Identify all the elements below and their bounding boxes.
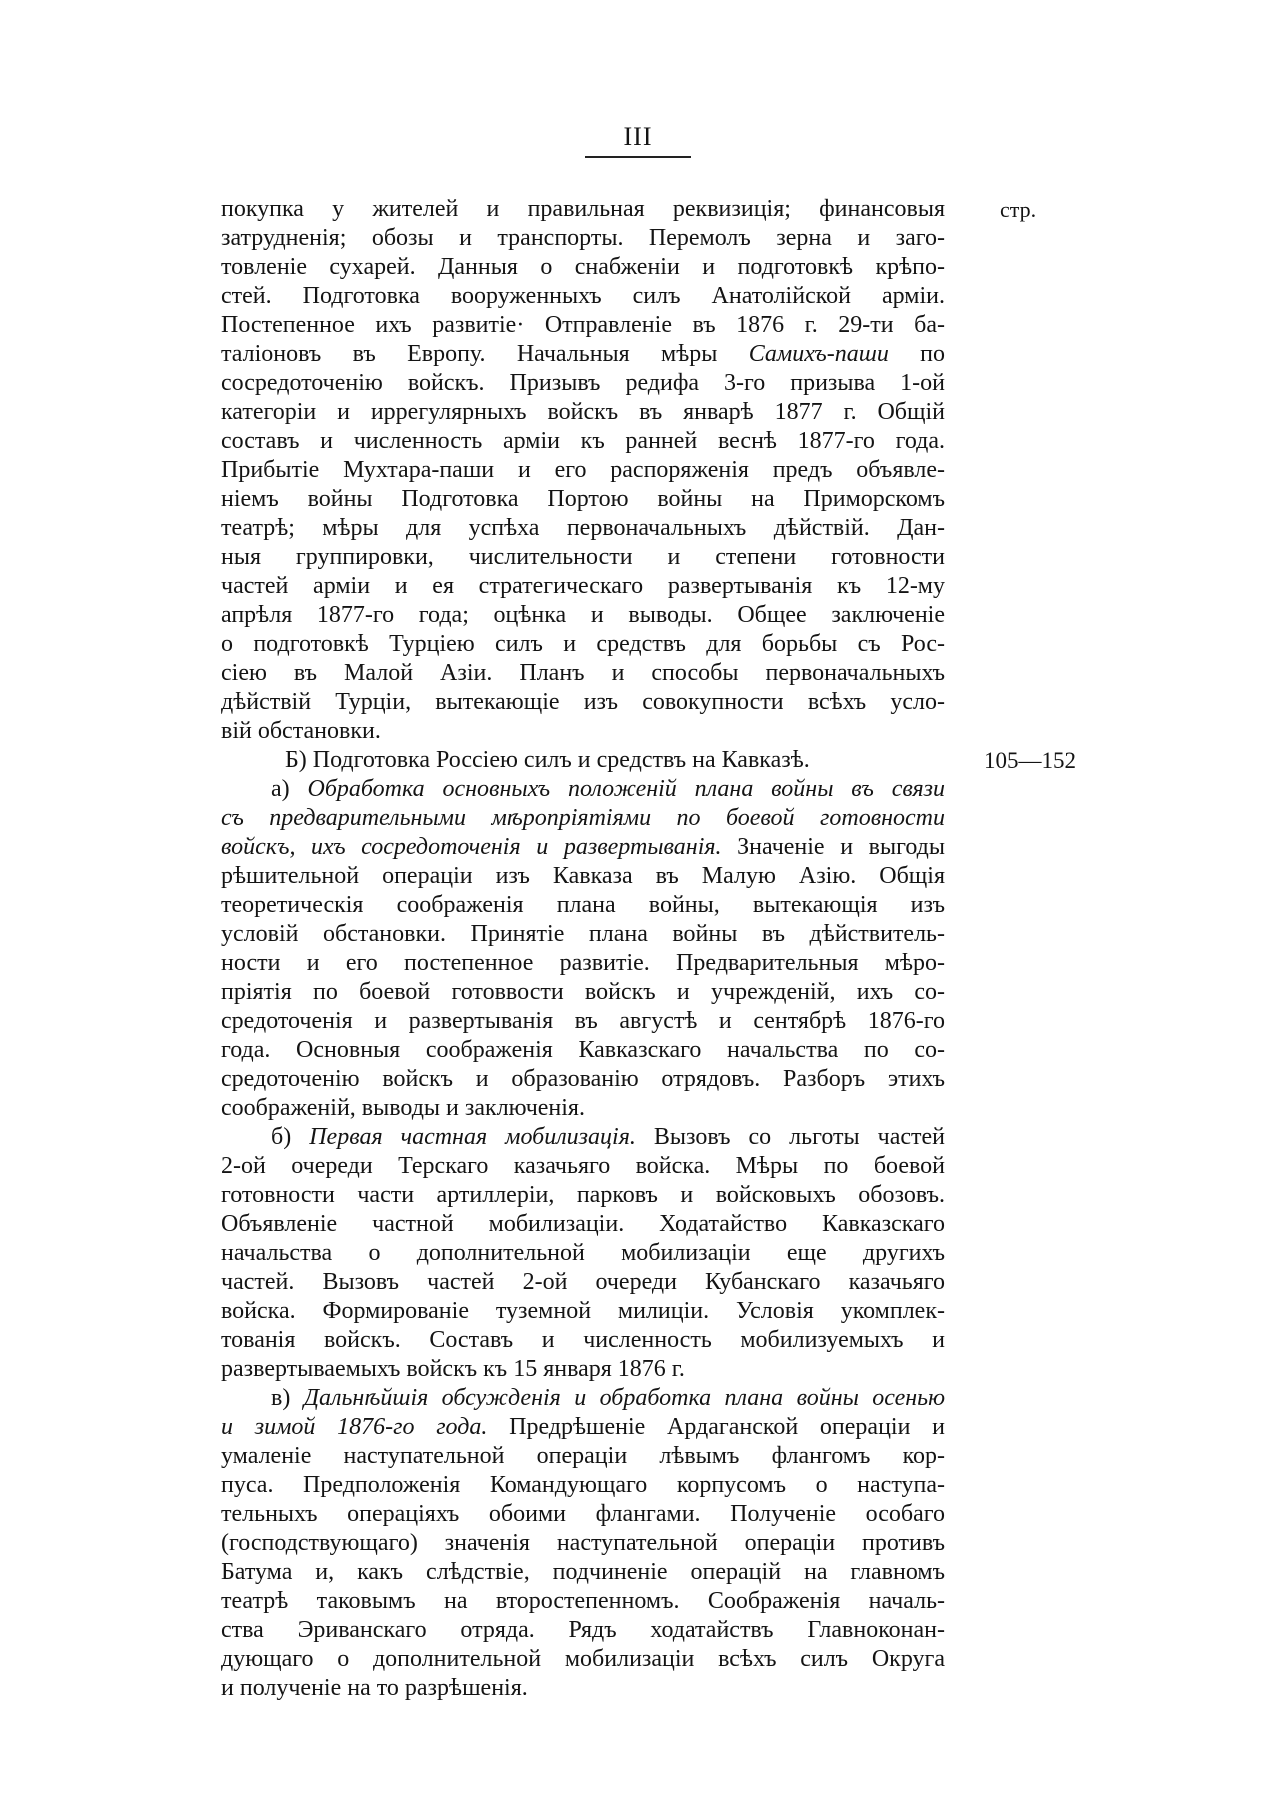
- body-text: стей. Подготовка вооруженныхъ силъ Анатолійской арміи.: [221, 283, 945, 309]
- body-text: тельныхъ операціяхъ обоими флангами. Полученіе особаго: [221, 1501, 945, 1527]
- body-text: средоточенія и развертыванія въ августѣ и сентябрѣ 1876-го: [221, 1008, 945, 1034]
- paragraph: [221, 1384, 945, 1703]
- text-line: [221, 543, 945, 572]
- body-text: умаленіе наступательной операціи лѣвымъ флангомъ кор-: [221, 1443, 945, 1469]
- text-line: [221, 1297, 945, 1326]
- body-text: о подготовкѣ Турціею силъ и средствъ для борьбы съ Рос-: [221, 631, 945, 657]
- text-line: [221, 717, 945, 746]
- text-line: [221, 1558, 945, 1587]
- text-line: [221, 456, 945, 485]
- text-line: [221, 340, 945, 369]
- body-text: 2-ой очереди Терскаго казачьяго войска. Мѣры по боевой: [221, 1153, 945, 1179]
- body-text: частей. Вызовъ частей 2-ой очереди Кубанскаго казачьяго: [221, 1269, 945, 1295]
- table-of-contents-body: [221, 195, 945, 1703]
- body-text: начальства о дополнительной мобилизаціи еще другихъ: [221, 1240, 945, 1266]
- text-line: [221, 311, 945, 340]
- body-text: Прибытіе Мухтара-паши и его распоряженія предъ объявле-: [221, 457, 945, 483]
- italic-heading-text: войскъ, ихъ сосредоточенія и развертыванія.: [221, 834, 722, 860]
- paragraph: [221, 775, 945, 1123]
- body-text: пріятія по боевой готоввости войскъ и учрежденій, ихъ со-: [221, 979, 945, 1005]
- body-text: Постепенное ихъ развитіе· Отправленіе въ 1876 г. 29-ти ба-: [221, 312, 945, 338]
- body-text: Батума и, какъ слѣдствіе, подчиненіе операцій на главномъ: [221, 1559, 945, 1585]
- text-line: [221, 1616, 945, 1645]
- body-text: в): [271, 1385, 304, 1411]
- body-text: апрѣля 1877-го года; оцѣнка и выводы. Общее заключеніе: [221, 602, 945, 628]
- body-text: дующаго о дополнительной мобилизаціи всѣхъ силъ Округа: [221, 1646, 945, 1672]
- text-line: [221, 1355, 945, 1384]
- body-text: театрѣ таковымъ на второстепенномъ. Соображенія началь-: [221, 1588, 945, 1614]
- body-text: Объявленіе частной мобилизаціи. Ходатайство Кавказскаго: [221, 1211, 945, 1237]
- text-line: [221, 1529, 945, 1558]
- italic-heading-text: Самихъ-паши: [748, 341, 889, 367]
- body-text: и полученіе на то разрѣшенія.: [221, 1675, 528, 1701]
- text-line: [221, 1413, 945, 1442]
- text-line: [221, 1442, 945, 1471]
- text-line: [221, 224, 945, 253]
- italic-heading-text: Обработка основныхъ положеній плана войны въ связи: [307, 776, 945, 802]
- text-line: [221, 920, 945, 949]
- body-text: Значеніе и выгоды: [721, 834, 945, 860]
- body-text: сосредоточенію войскъ. Призывъ редифа 3-го призыва 1-ой: [221, 370, 945, 396]
- body-text: условій обстановки. Принятіе плана войны въ дѣйствитель-: [221, 921, 945, 947]
- text-line: [221, 1674, 945, 1703]
- body-text: категоріи и иррегулярныхъ войскъ въ январѣ 1877 г. Общій: [221, 399, 945, 425]
- text-line: [221, 1094, 945, 1123]
- text-line: [221, 804, 945, 833]
- text-line: [221, 1471, 945, 1500]
- text-line: [221, 1500, 945, 1529]
- body-text: соображеній, выводы и заключенія.: [221, 1095, 585, 1121]
- text-line: [221, 978, 945, 1007]
- header-rule: [585, 156, 691, 158]
- body-text: частей арміи и ея стратегическаго развертыванія къ 12-му: [221, 573, 945, 599]
- text-line: [221, 862, 945, 891]
- margin-page-range-section-b: 105—152: [984, 748, 1076, 773]
- text-line: [221, 1587, 945, 1616]
- body-text: театрѣ; мѣры для успѣха первоначальныхъ дѣйствій. Дан-: [221, 515, 945, 541]
- text-line: [221, 1239, 945, 1268]
- text-line: [221, 688, 945, 717]
- text-line: [221, 1065, 945, 1094]
- italic-heading-text: Дальнѣйшія обсужденія и обработка плана войны осенью: [303, 1385, 946, 1411]
- text-line: [221, 833, 945, 862]
- text-line: [221, 572, 945, 601]
- paragraph: [221, 195, 945, 746]
- body-text: покупка у жителей и правильная реквизиція; финансовыя: [221, 196, 945, 222]
- body-text: Вызовъ со льготы частей: [635, 1124, 945, 1150]
- body-text: рѣшительной операціи изъ Кавказа въ Малую Азію. Общія: [221, 863, 945, 889]
- paragraph: [221, 746, 945, 775]
- body-text: таліоновъ въ Европу. Начальныя мѣры: [221, 341, 749, 367]
- text-line: [221, 369, 945, 398]
- body-text: Б) Подготовка Россіею силъ и средствъ на Кавказѣ.: [285, 747, 810, 773]
- body-text: б): [271, 1124, 310, 1150]
- text-line: [221, 1181, 945, 1210]
- paragraph: [221, 1123, 945, 1384]
- body-text: теоретическія соображенія плана войны, вытекающія изъ: [221, 892, 945, 918]
- page-number: III: [623, 122, 653, 151]
- italic-heading-text: и зимой 1876-го года.: [221, 1414, 488, 1440]
- italic-heading-text: Первая частная мобилизація.: [309, 1124, 636, 1150]
- text-line: [221, 1007, 945, 1036]
- body-text: вій обстановки.: [221, 718, 381, 744]
- text-line: [221, 630, 945, 659]
- text-line: [221, 775, 945, 804]
- body-text: средоточенію войскъ и образованію отрядовъ. Разборъ этихъ: [221, 1066, 945, 1092]
- text-line: [221, 253, 945, 282]
- body-text: ности и его постепенное развитіе. Предварительныя мѣро-: [221, 950, 945, 976]
- text-line: [221, 1123, 945, 1152]
- body-text: развертываемыхъ войскъ къ 15 января 1876 г.: [221, 1356, 685, 1382]
- text-line: [221, 1268, 945, 1297]
- body-text: года. Основныя соображенія Кавказскаго начальства по со-: [221, 1037, 945, 1063]
- text-line: [221, 1384, 945, 1413]
- text-line: [221, 659, 945, 688]
- margin-page-column-label: стр.: [1000, 197, 1037, 222]
- italic-heading-text: съ предварительными мѣропріятіями по боевой готовности: [221, 805, 945, 831]
- text-line: [221, 195, 945, 224]
- body-text: пуса. Предположенія Командующаго корпусомъ о наступа-: [221, 1472, 945, 1498]
- text-line: [221, 427, 945, 456]
- body-text: по: [888, 341, 945, 367]
- text-line: [221, 746, 945, 775]
- text-line: [221, 514, 945, 543]
- body-text: войска. Формированіе туземной милиціи. Условія укомплек-: [221, 1298, 945, 1324]
- body-text: (господствующаго) значенія наступательной операціи противъ: [221, 1530, 945, 1556]
- body-text: ніемъ войны Подготовка Портою войны на Приморскомъ: [221, 486, 945, 512]
- body-text: готовности части артиллеріи, парковъ и войсковыхъ обозовъ.: [221, 1182, 945, 1208]
- text-line: [221, 485, 945, 514]
- body-text: товленіе сухарей. Данныя о снабженіи и подготовкѣ крѣпо-: [221, 254, 945, 280]
- text-line: [221, 1210, 945, 1239]
- text-line: [221, 1152, 945, 1181]
- body-text: составъ и численность арміи къ ранней веснѣ 1877-го года.: [221, 428, 945, 454]
- text-line: [221, 1326, 945, 1355]
- text-line: [221, 282, 945, 311]
- text-line: [221, 601, 945, 630]
- text-line: [221, 1036, 945, 1065]
- body-text: ства Эриванскаго отряда. Рядъ ходатайствъ Главноконан-: [221, 1617, 945, 1643]
- body-text: ныя группировки, числительности и степени готовности: [221, 544, 945, 570]
- body-text: дѣйствій Турціи, вытекающіе изъ совокупности всѣхъ усло-: [221, 689, 945, 715]
- body-text: тованія войскъ. Составъ и численность мобилизуемыхъ и: [221, 1327, 945, 1353]
- text-line: [221, 1645, 945, 1674]
- text-line: [221, 891, 945, 920]
- body-text: сіею въ Малой Азіи. Планъ и способы первоначальныхъ: [221, 660, 945, 686]
- body-text: затрудненія; обозы и транспорты. Перемолъ зерна и заго-: [221, 225, 945, 251]
- text-line: [221, 398, 945, 427]
- body-text: Предрѣшеніе Ардаганской операціи и: [487, 1414, 945, 1440]
- text-line: [221, 949, 945, 978]
- body-text: а): [271, 776, 308, 802]
